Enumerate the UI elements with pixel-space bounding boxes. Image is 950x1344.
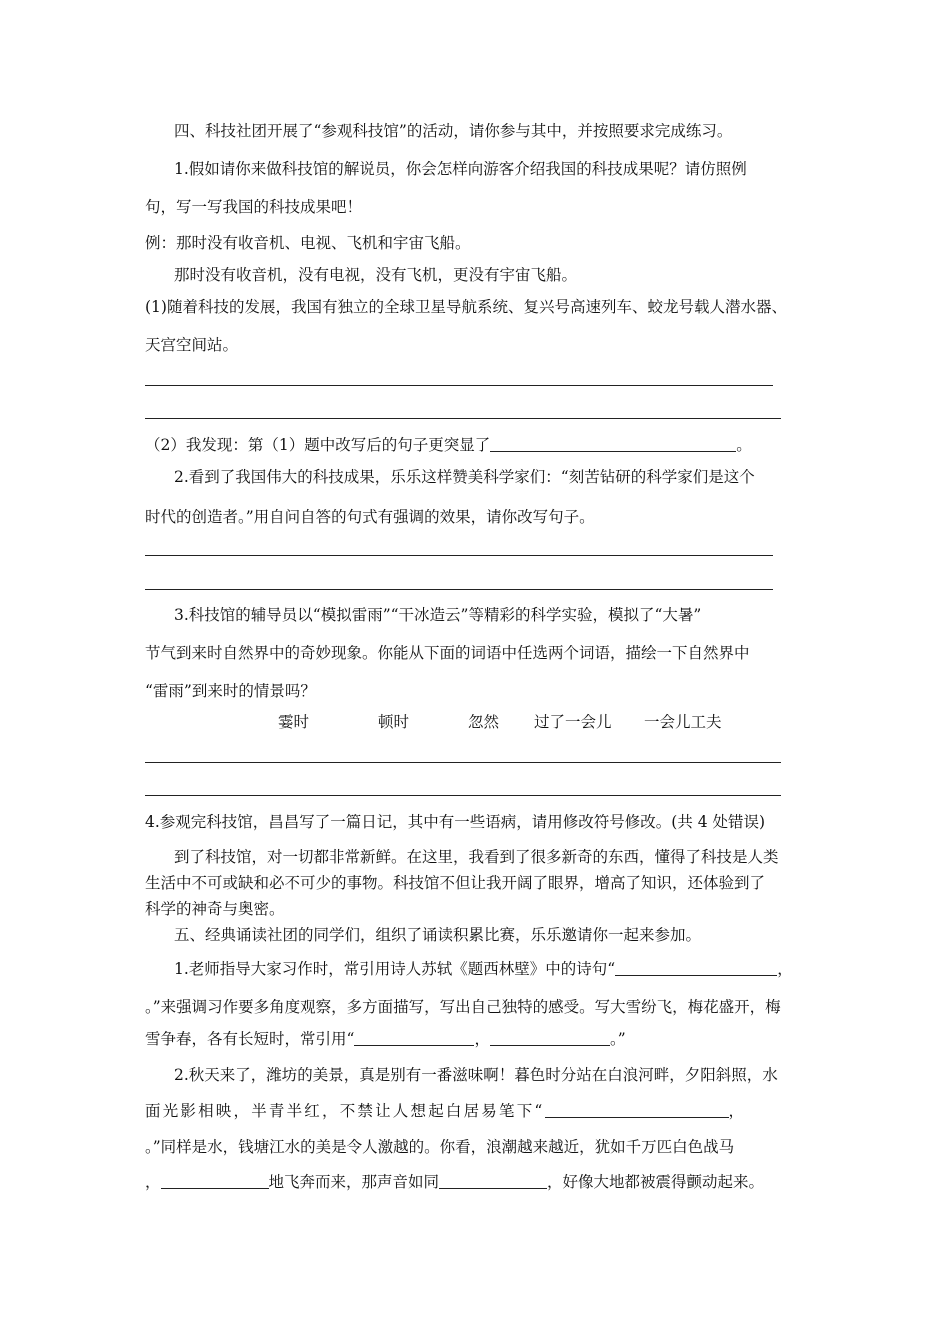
fill-blank[interactable]	[439, 1187, 547, 1189]
s5-q2-line4-mid: 地飞奔而来，那声音如同	[268, 1173, 440, 1191]
diary-line3: 科学的神奇与奥密。	[145, 900, 285, 918]
section4-heading: 四、科技社团开展了“参观科技馆”的活动，请你参与其中，并按照要求完成练习。	[174, 122, 733, 140]
s5-q1-suffix: ，	[777, 960, 793, 978]
answer-line[interactable]	[145, 795, 781, 796]
word-choices	[278, 715, 722, 731]
example-rewrite: 那时没有收音机，没有电视，没有飞机，更没有宇宙飞船。	[174, 266, 578, 284]
word-choice: 一会儿工夫	[644, 713, 722, 731]
s5-q2-line1: 2.秋天来了，潍坊的美景，真是别有一番滋味啊！暮色时分站在白浪河畔，夕阳斜照，水	[174, 1066, 778, 1084]
s5-q2-line2	[145, 1104, 746, 1120]
q3-line1	[174, 608, 804, 624]
s5-q2-line4	[145, 1175, 764, 1191]
q3-line3: “雷雨”到来时的情景吗？	[145, 682, 316, 700]
s5-q1-line3-prefix: 雪争春，各有长短时，常引用“	[145, 1030, 355, 1048]
sub2-prefix: （2）我发现：第（1）题中改写后的句子更突显了	[145, 436, 491, 454]
word-choice: 顿时	[378, 713, 410, 731]
answer-line[interactable]	[145, 555, 773, 556]
fill-blank[interactable]	[545, 1116, 729, 1118]
answer-line[interactable]	[145, 385, 773, 386]
word-choice: 过了一会儿	[534, 713, 612, 731]
answer-line[interactable]	[145, 762, 781, 763]
q2-line2: 时代的创造者。”用自问自答的句式有强调的效果，请你改写句子。	[145, 508, 595, 526]
answer-line[interactable]	[145, 589, 773, 590]
fill-blank[interactable]	[490, 1044, 610, 1046]
fill-blank[interactable]	[615, 974, 777, 976]
s5-q1-line3-suffix: 。”	[609, 1030, 626, 1048]
q1-line2: 句，写一写我国的科技成果吧！	[145, 198, 363, 216]
q4-line1: 4.参观完科技馆，昌昌写了一篇日记，其中有一些语病，请用修改符号修改。(共 4 处错误)	[145, 813, 766, 831]
section5-heading: 五、经典诵读社团的同学们，组织了诵读积累比赛，乐乐邀请你一起来参加。	[174, 926, 702, 944]
q2-line1	[174, 470, 804, 486]
q2-line1-text: 2.看到了我国伟大的科技成果，乐乐这样赞美科学家们：“刻苦钻研的科学家们是这个	[174, 468, 755, 486]
sub1-line2: 天宫空间站。	[145, 336, 239, 354]
s5-q1-line1	[174, 962, 793, 978]
s5-q2-line4-suffix: ，好像大地都被震得颤动起来。	[547, 1173, 765, 1191]
sub2-suffix: 。	[736, 436, 752, 454]
word-choice: 霎时	[278, 713, 310, 731]
example-sentence: 例：那时没有收音机、电视、飞机和宇宙飞船。	[145, 234, 471, 252]
word-choice: 忽然	[468, 713, 500, 731]
s5-q2-line2-prefix: 面光影相映，半青半红，不禁让人想起白居易笔下“	[145, 1102, 545, 1120]
s5-q1-prefix: 1.老师指导大家习作时，常引用诗人苏轼《题西林壁》中的诗句“	[174, 960, 616, 978]
s5-q1-line2: 。”来强调习作要多角度观察，多方面描写，写出自己独特的感受。写大雪纷飞，梅花盛开，梅	[145, 998, 781, 1016]
s5-q1-line3-mid: ，	[474, 1030, 490, 1048]
q3-line2: 节气到来时自然界中的奇妙现象。你能从下面的词语中任选两个词语，描绘一下自然界中	[145, 644, 750, 662]
sub1-line1: (1)随着科技的发展，我国有独立的全球卫星导航系统、复兴号高速列车、蛟龙号载人潜水器、	[145, 298, 787, 316]
s5-q2-line2-suffix: ，	[728, 1102, 747, 1120]
q1-line1-text: 1.假如请你来做科技馆的解说员，你会怎样向游客介绍我国的科技成果呢？请仿照例	[174, 160, 747, 178]
fill-blank[interactable]	[161, 1187, 269, 1189]
q3-line1-text: 3.科技馆的辅导员以“模拟雷雨”“干冰造云”等精彩的科学实验，模拟了“大暑”	[174, 606, 702, 624]
sub2-line	[145, 438, 752, 454]
fill-blank[interactable]	[490, 450, 736, 452]
s5-q2-line4-prefix: ，	[145, 1173, 161, 1191]
diary-line1: 到了科技馆，对一切都非常新鲜。在这里，我看到了很多新奇的东西，懂得了科技是人类	[174, 848, 779, 866]
answer-line[interactable]	[145, 418, 781, 419]
s5-q2-line3: 。”同样是水，钱塘江水的美是令人激越的。你看，浪潮越来越近，犹如千万匹白色战马	[145, 1138, 735, 1156]
s5-q1-line3	[145, 1032, 626, 1048]
diary-line2: 生活中不可或缺和必不可少的事物。科技馆不但让我开阔了眼界，增高了知识，还体验到了	[145, 874, 766, 892]
q1-line1	[174, 162, 804, 178]
fill-blank[interactable]	[354, 1044, 474, 1046]
